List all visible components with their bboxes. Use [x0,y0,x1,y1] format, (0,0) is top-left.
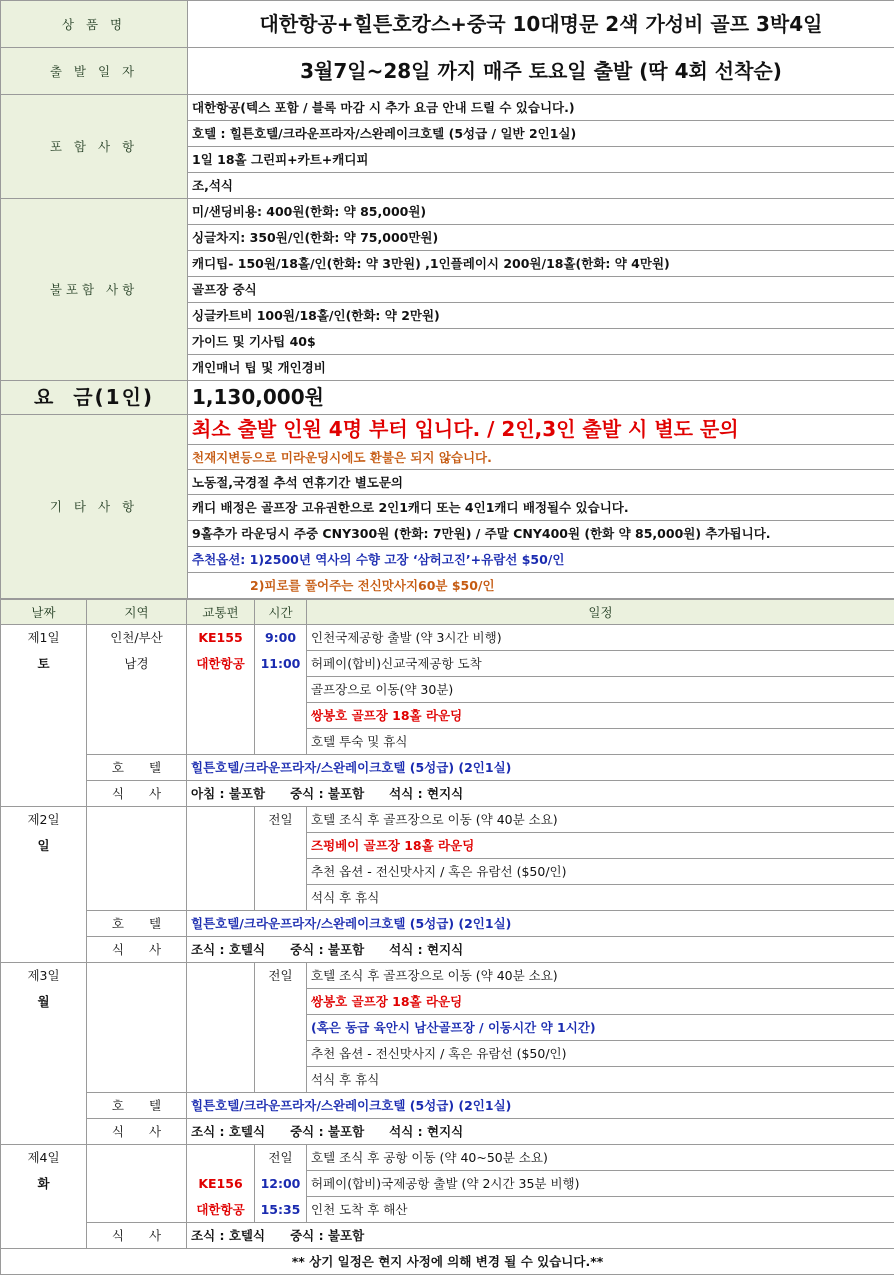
empty-cell [187,1041,255,1067]
departure-label: 출 발 일 자 [1,48,188,95]
hotel-label: 호 텔 [87,911,187,937]
empty-cell [87,729,187,755]
schedule-table [0,599,894,1275]
etc-extra-holes-note: 9홀추가 라운딩시 주중 CNY300원 (한화: 7만원) / 주말 CNY400원 (한화 약 85,000원) 추가됩니다. [188,521,894,547]
col-header-time: 시간 [255,600,307,625]
empty-cell [87,859,187,885]
hotel-info: 힐튼호텔/크라운프라자/스완레이크호텔 (5성급) (2인1실) [187,1093,894,1119]
empty-cell [255,859,307,885]
itinerary-item: 인천국제공항 출발 (약 3시간 비행) [307,625,894,651]
meal-info: 아침 : 불포함 중식 : 불포함 석식 : 현지식 [187,781,894,807]
meal-info: 조식 : 호텔식 중식 : 불포함 석식 : 현지식 [187,937,894,963]
empty-cell [187,1145,255,1171]
empty-cell [87,833,187,859]
itinerary-item: 호텔 조식 후 골프장으로 이동 (약 40분 소요) [307,963,894,989]
schedule-footer-note: ** 상기 일정은 현지 사정에 의해 변경 될 수 있습니다.** [1,1249,894,1275]
hotel-label: 호 텔 [87,755,187,781]
departure-value: 3월7일~28일 까지 매주 토요일 출발 (딱 4회 선착순) [188,48,894,95]
empty-cell [187,1067,255,1093]
excludes-item: 개인매너 팁 및 개인경비 [188,355,894,381]
time: 전일 [255,807,307,833]
empty-cell [87,1041,187,1067]
etc-holiday-note: 노동절,국경절 추석 연휴기간 별도문의 [188,470,894,495]
etc-option-2: 2)피로를 풀어주는 전신맛사지60분 $50/인 [188,573,894,599]
meal-label: 식 사 [87,937,187,963]
etc-option-1: 추천옵션: 1)2500년 역사의 수향 고장 ‘삼허고진’+유람선 $50/인 [188,547,894,573]
itinerary-item: 석식 후 휴식 [307,1067,894,1093]
weekday: 월 [1,989,87,1015]
product-name: 대한항공+힐튼호캉스+중국 10대명문 2색 가성비 골프 3박4일 [188,1,894,48]
empty-cell [255,1041,307,1067]
airline: 대한항공 [187,651,255,677]
empty-cell [1,781,87,807]
itinerary-item: 석식 후 휴식 [307,885,894,911]
hotel-label: 호 텔 [87,1093,187,1119]
empty-cell [1,1067,87,1093]
empty-cell [1,677,87,703]
hotel-info: 힐튼호텔/크라운프라자/스완레이크호텔 (5성급) (2인1실) [187,911,894,937]
empty-cell [187,807,255,833]
meal-info: 조식 : 호텔식 중식 : 불포함 석식 : 현지식 [187,1119,894,1145]
empty-cell [87,703,187,729]
itinerary-item: 쌍봉호 골프장 18홀 라운딩 [307,703,894,729]
col-header-transport: 교통편 [187,600,255,625]
excludes-item: 골프장 중식 [188,277,894,303]
itinerary-item: 추천 옵션 - 전신맛사지 / 혹은 유람선 ($50/인) [307,859,894,885]
empty-cell [1,755,87,781]
empty-cell [1,911,87,937]
excludes-label: 불포함 사항 [1,199,188,381]
etc-min-people: 최소 출발 인원 4명 부터 입니다. / 2인,3인 출발 시 별도 문의 [188,415,894,445]
excludes-item: 캐디팁- 150원/18홀/인(한화: 약 3만원) ,1인플레이시 200원/18홀(한화: 약 4만원) [188,251,894,277]
excludes-item: 미/샌딩비용: 400원(한화: 약 85,000원) [188,199,894,225]
includes-item: 호텔 : 힐튼호텔/크라운프라자/스완레이크호텔 (5성급 / 일반 2인1실) [188,121,894,147]
time: 9:00 [255,625,307,651]
empty-cell [87,1171,187,1197]
empty-cell [1,1015,87,1041]
col-header-itinerary: 일정 [307,600,894,625]
meal-info: 조식 : 호텔식 중식 : 불포함 [187,1223,894,1249]
empty-cell [1,937,87,963]
price-value: 1,130,000원 [188,381,894,415]
includes-item: 1일 18홀 그린피+카트+캐디피 [188,147,894,173]
itinerary-item: 허페이(합비)신교국제공항 도착 [307,651,894,677]
day-label: 제3일 [1,963,87,989]
empty-cell [1,1119,87,1145]
empty-cell [255,1067,307,1093]
includes-item: 조,석식 [188,173,894,199]
weekday: 일 [1,833,87,859]
excludes-item: 가이드 및 기사팁 40$ [188,329,894,355]
itinerary-item: 호텔 투숙 및 휴식 [307,729,894,755]
empty-cell [87,807,187,833]
meal-label: 식 사 [87,1223,187,1249]
product-info-table [0,0,894,599]
empty-cell [255,729,307,755]
region: 인천/부산 [87,625,187,651]
empty-cell [87,1067,187,1093]
flight-number: KE155 [187,625,255,651]
empty-cell [187,703,255,729]
empty-cell [1,1093,87,1119]
time: 15:35 [255,1197,307,1223]
day-label: 제1일 [1,625,87,651]
empty-cell [255,677,307,703]
empty-cell [87,677,187,703]
empty-cell [187,677,255,703]
itinerary-item: 허페이(합비)국제공항 출발 (약 2시간 35분 비행) [307,1171,894,1197]
etc-caddie-note: 캐디 배정은 골프장 고유권한으로 2인1캐디 또는 4인1캐디 배정될수 있습니다. [188,495,894,521]
hotel-info: 힐튼호텔/크라운프라자/스완레이크호텔 (5성급) (2인1실) [187,755,894,781]
empty-cell [255,885,307,911]
empty-cell [187,885,255,911]
day-label: 제2일 [1,807,87,833]
region: 남경 [87,651,187,677]
etc-refund-note: 천재지변등으로 미라운딩시에도 환불은 되지 않습니다. [188,445,894,470]
excludes-item: 싱글카트비 100원/18홀/인(한화: 약 2만원) [188,303,894,329]
product-name-label: 상 품 명 [1,1,188,48]
col-header-date: 날짜 [1,600,87,625]
excludes-item: 싱글차지: 350원/인(한화: 약 75,000만원) [188,225,894,251]
empty-cell [1,885,87,911]
col-header-region: 지역 [87,600,187,625]
itinerary-item: 호텔 조식 후 골프장으로 이동 (약 40분 소요) [307,807,894,833]
empty-cell [255,989,307,1015]
weekday: 화 [1,1171,87,1197]
itinerary-item: 추천 옵션 - 전신맛사지 / 혹은 유람선 ($50/인) [307,1041,894,1067]
empty-cell [255,1015,307,1041]
etc-label: 기 타 사 항 [1,415,188,599]
includes-label: 포 함 사 항 [1,95,188,199]
empty-cell [1,729,87,755]
empty-cell [187,859,255,885]
empty-cell [187,729,255,755]
empty-cell [87,989,187,1015]
empty-cell [87,1145,187,1171]
empty-cell [87,1015,187,1041]
itinerary-item: 골프장으로 이동(약 30분) [307,677,894,703]
empty-cell [1,1197,87,1223]
empty-cell [255,833,307,859]
time: 전일 [255,963,307,989]
time: 11:00 [255,651,307,677]
empty-cell [1,703,87,729]
itinerary-item: (혹은 동급 육안시 남산골프장 / 이동시간 약 1시간) [307,1015,894,1041]
meal-label: 식 사 [87,1119,187,1145]
time: 12:00 [255,1171,307,1197]
empty-cell [187,833,255,859]
empty-cell [1,859,87,885]
itinerary-item: 쌍봉호 골프장 18홀 라운딩 [307,989,894,1015]
flight-number: KE156 [187,1171,255,1197]
includes-item: 대한항공(텍스 포함 / 블록 마감 시 추가 요금 안내 드릴 수 있습니다.) [188,95,894,121]
empty-cell [187,989,255,1015]
empty-cell [1,1223,87,1249]
meal-label: 식 사 [87,781,187,807]
empty-cell [187,963,255,989]
empty-cell [187,1015,255,1041]
empty-cell [1,1041,87,1067]
empty-cell [87,1197,187,1223]
price-label: 요 금(1인) [1,381,188,415]
empty-cell [87,885,187,911]
itinerary-item: 즈펑베이 골프장 18홀 라운딩 [307,833,894,859]
itinerary-item: 인천 도착 후 해산 [307,1197,894,1223]
time: 전일 [255,1145,307,1171]
itinerary-item: 호텔 조식 후 공항 이동 (약 40~50분 소요) [307,1145,894,1171]
day-label: 제4일 [1,1145,87,1171]
empty-cell [255,703,307,729]
weekday: 토 [1,651,87,677]
empty-cell [87,963,187,989]
airline: 대한항공 [187,1197,255,1223]
